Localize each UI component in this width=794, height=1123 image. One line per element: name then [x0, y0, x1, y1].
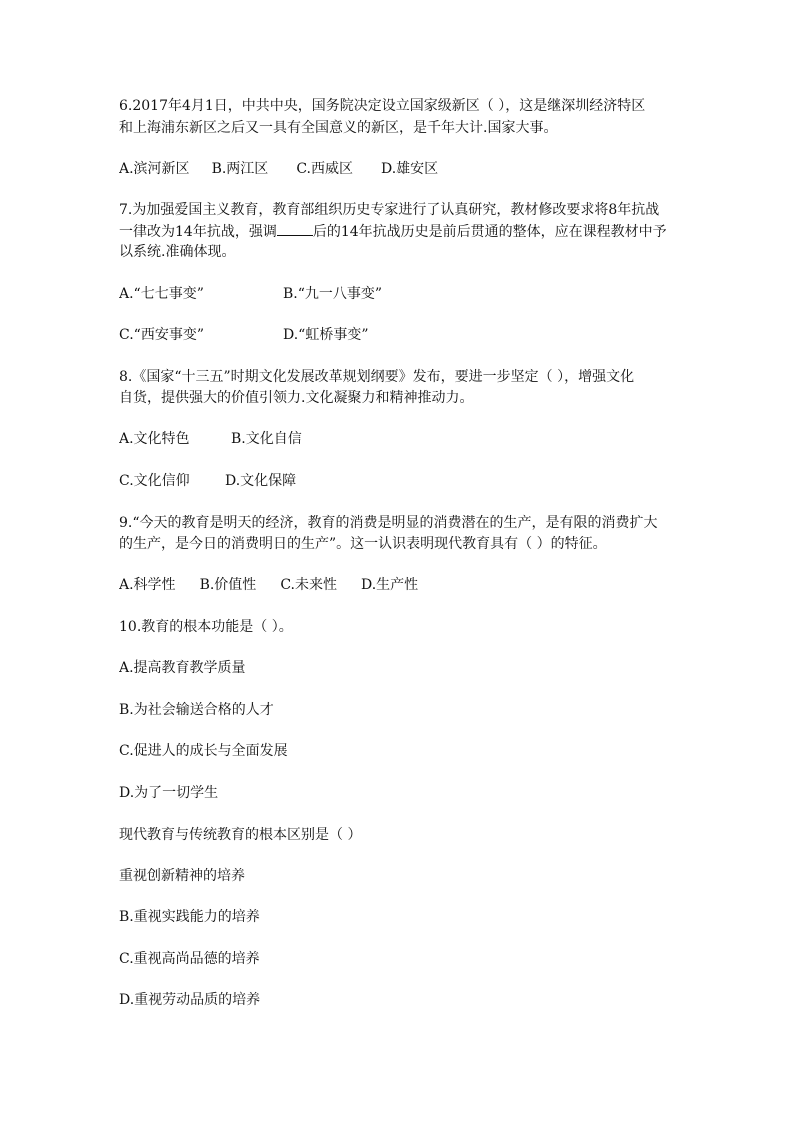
- q8-stem-line1: 8.《国家“十三五”时期文化发展改革规划纲要》发布，要进一步坚定（ ），增强文化: [119, 369, 635, 385]
- q6-option-b: B.两江区: [211, 161, 269, 177]
- q7-option-a: A.“七七事变”: [119, 286, 204, 302]
- q7-stem-line3: 以系统.准确体现。: [119, 244, 236, 260]
- q7-stem-line2-after: 后的14年抗战历史是前后贯通的整体，应在课程教材中予: [312, 224, 667, 240]
- q7-options-row2: [119, 325, 679, 346]
- q9-stem-line1: 9.“今天的教育是明天的经济，教育的消费是明显的消费潜在的生产，是有限的消费扩大: [119, 515, 658, 531]
- q11-option-c: C.重视高尚品德的培养: [119, 951, 260, 967]
- q6-options: [119, 159, 679, 180]
- q10-option-b: B.为社会输送合格的人才: [119, 702, 274, 718]
- q9-stem-line2: 的生产，是今日的消费明日的生产”。这一认识表明现代教育具有（ ）的特征。: [119, 536, 607, 552]
- q9-option-b: B.价值性: [199, 577, 257, 593]
- q7-stem-line1: 7.为加强爱国主义教育，教育部组织历史专家进行了认真研究，教材修改要求将8年抗战: [119, 202, 660, 218]
- q8-option-d: D.文化保障: [225, 473, 297, 489]
- q7-option-d: D.“虹桥事变”: [283, 327, 369, 343]
- q6-option-c: C.西威区: [296, 161, 353, 177]
- q8-option-b: B.文化自信: [231, 431, 302, 447]
- q11-stem: 现代教育与传统教育的根本区别是（ ）: [119, 827, 362, 843]
- q9-options: [119, 575, 679, 596]
- q10-option-d: D.为了一切学生: [119, 785, 219, 801]
- q7-stem-line2-before: 一律改为14年抗战，强调: [119, 224, 277, 240]
- q8-options-row2: [119, 471, 679, 492]
- q7-fill-blank: [277, 221, 313, 236]
- q8-option-c: C.文化信仰: [119, 473, 190, 489]
- q8-options-row1: [119, 429, 679, 450]
- q11-option-b: B.重视实践能力的培养: [119, 909, 260, 925]
- q10-option-a: A.提高教育教学质量: [119, 660, 246, 676]
- q8-option-a: A.文化特色: [119, 431, 190, 447]
- q9-option-c: C.未来性: [280, 577, 337, 593]
- q11-option-a: 重视创新精神的培养: [119, 868, 245, 884]
- q10-stem: 10.教育的根本功能是（ ）。: [119, 619, 293, 635]
- q6-option-a: A.滨河新区: [119, 161, 190, 177]
- q6-option-d: D.雄安区: [380, 161, 439, 177]
- q7-options-row1: [119, 284, 679, 305]
- q9-option-d: D.生产性: [360, 577, 419, 593]
- q6-stem-line2: 和上海浦东新区之后又一具有全国意义的新区，是千年大计.国家大事。: [119, 120, 558, 136]
- q11-option-d: D.重视劳动品质的培养: [119, 992, 261, 1008]
- q9-option-a: A.科学性: [119, 577, 176, 593]
- q8-stem-line2: 自货，提供强大的价值引领力.文化凝聚力和精神推动力。: [119, 390, 474, 406]
- q7-stem-line2: [119, 221, 679, 243]
- q7-option-c: C.“西安事变”: [119, 327, 204, 343]
- q6-stem-line1: 6.2017年4月1日，中共中央，国务院决定设立国家级新区（ ），这是继深圳经济特区: [119, 98, 646, 114]
- q7-option-b: B.“九一八事变”: [283, 286, 383, 302]
- q10-option-c: C.促进人的成长与全面发展: [119, 743, 288, 759]
